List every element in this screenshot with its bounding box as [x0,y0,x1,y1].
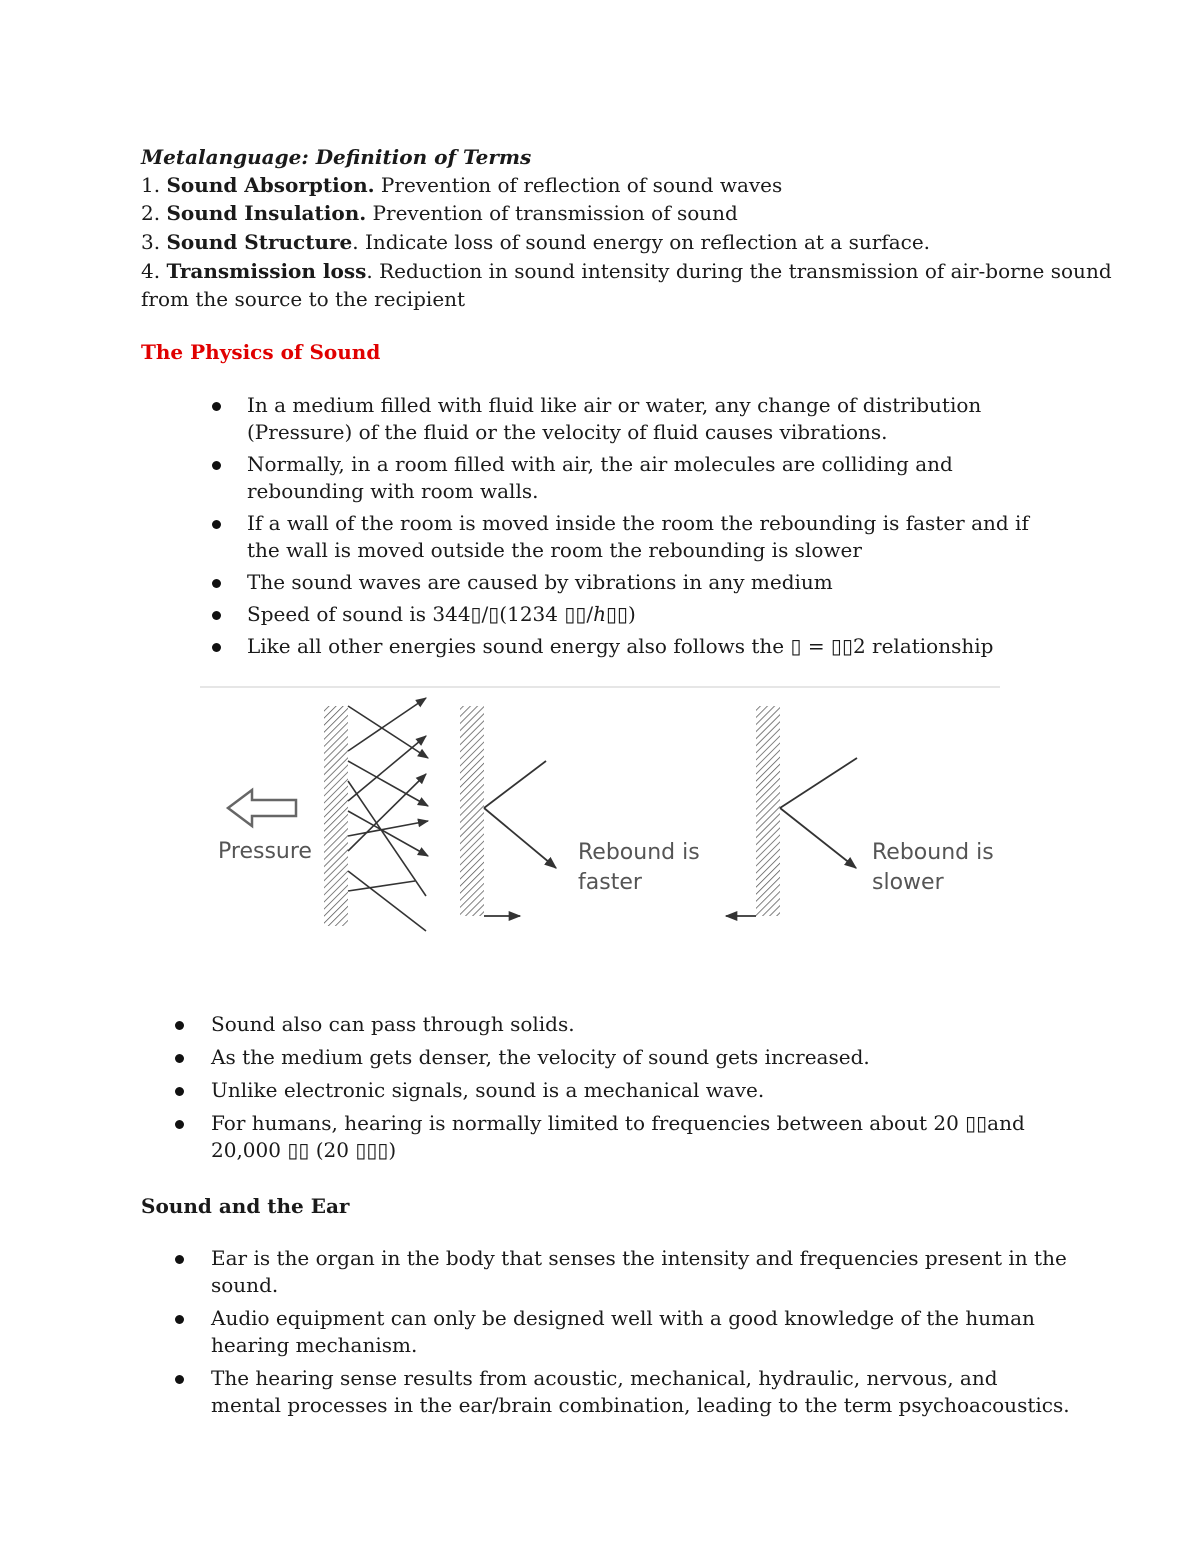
pressure-arrow-icon [228,790,296,826]
term-definition: . Reduction in sound intensity during the transmission of air-borne sound [366,259,1112,283]
list-item: Speed of sound is 344▯/▯(1234 ▯▯/ℎ▯▯) [247,601,1067,628]
ear-heading: Sound and the Ear [141,1194,350,1218]
bullet-icon [175,1315,184,1324]
term-name: Sound Insulation. [166,201,367,225]
term-name: Sound Structure [166,230,353,254]
list-item: Unlike electronic signals, sound is a mechanical wave. [211,1077,1061,1104]
term-definition: Prevention of reflection of sound waves [374,173,783,197]
bullet-icon [175,1087,184,1096]
list-item: If a wall of the room is moved inside the room the rebounding is faster and if the wall is moved outside the room the rebounding is slower [247,510,1067,564]
bullet-icon [212,643,221,652]
list-item: Like all other energies sound energy also follows the ▯ = ▯▯2 relationship [247,633,1067,660]
physics-bullet-list-2 [211,1011,1061,1170]
list-item: Sound also can pass through solids. [211,1011,1061,1038]
wall-1 [324,706,348,926]
bullet-icon [175,1054,184,1063]
list-item: Normally, in a room filled with air, the air molecules are colliding and rebounding with room walls. [247,451,1067,505]
wall-2 [460,706,484,916]
ear-bullet-list [211,1245,1071,1425]
bullet-icon [212,611,221,620]
list-item: The hearing sense results from acoustic, mechanical, hydraulic, nervous, and mental processes in the ear/brain combination, leading to the term psychoacoustics. [211,1365,1071,1419]
slower-label-line1: Rebound is [872,840,994,865]
faster-label-line2: faster [578,870,642,895]
pressure-label: Pressure [218,839,312,864]
list-item: As the medium gets denser, the velocity of sound gets increased. [211,1044,1061,1071]
slower-label-line2: slower [872,870,944,895]
term-name: Sound Absorption. [166,173,375,197]
term-definition: . Indicate loss of sound energy on reflection at a surface. [352,230,931,254]
physics-bullet-list [247,392,1067,665]
wall-3 [756,706,780,916]
term-1 [141,171,782,199]
list-item: Audio equipment can only be designed well with a good knowledge of the human hearing mechanism. [211,1305,1071,1359]
term-number: 4. [141,259,161,283]
slower-rebound-lines [726,758,857,916]
bullet-icon [212,579,221,588]
bullet-icon [175,1021,184,1030]
bullet-icon [212,520,221,529]
term-number: 3. [141,230,161,254]
bullet-icon [175,1255,184,1264]
list-item: For humans, hearing is normally limited to frequencies between about 20 ▯▯and 20,000 ▯▯ (20 ▯▯▯) [211,1110,1061,1164]
term-number: 1. [141,173,161,197]
term-2 [141,199,738,227]
bullet-icon [175,1375,184,1384]
physics-heading: The Physics of Sound [141,340,381,364]
list-item: In a medium filled with fluid like air or water, any change of distribution (Pressure) of the fluid or the velocity of fluid causes vibrations. [247,392,1067,446]
bullet-icon [212,461,221,470]
faster-label-line1: Rebound is [578,840,700,865]
pressure-reflection-lines [348,698,428,931]
term-number: 2. [141,201,161,225]
term-4 [141,257,1112,285]
bullet-icon [175,1120,184,1129]
faster-rebound-lines [484,761,556,916]
term-definition: Prevention of transmission of sound [366,201,738,225]
bullet-icon [212,402,221,411]
wall-rebound-figure [200,686,1000,941]
metalanguage-title: Metalanguage: Definition of Terms [141,145,532,169]
list-item: The sound waves are caused by vibrations in any medium [247,569,1067,596]
term-4-continuation: from the source to the recipient [141,287,466,311]
list-item: Ear is the organ in the body that senses the intensity and frequencies present in the sound. [211,1245,1071,1299]
term-3 [141,228,930,256]
term-name: Transmission loss [166,259,367,283]
